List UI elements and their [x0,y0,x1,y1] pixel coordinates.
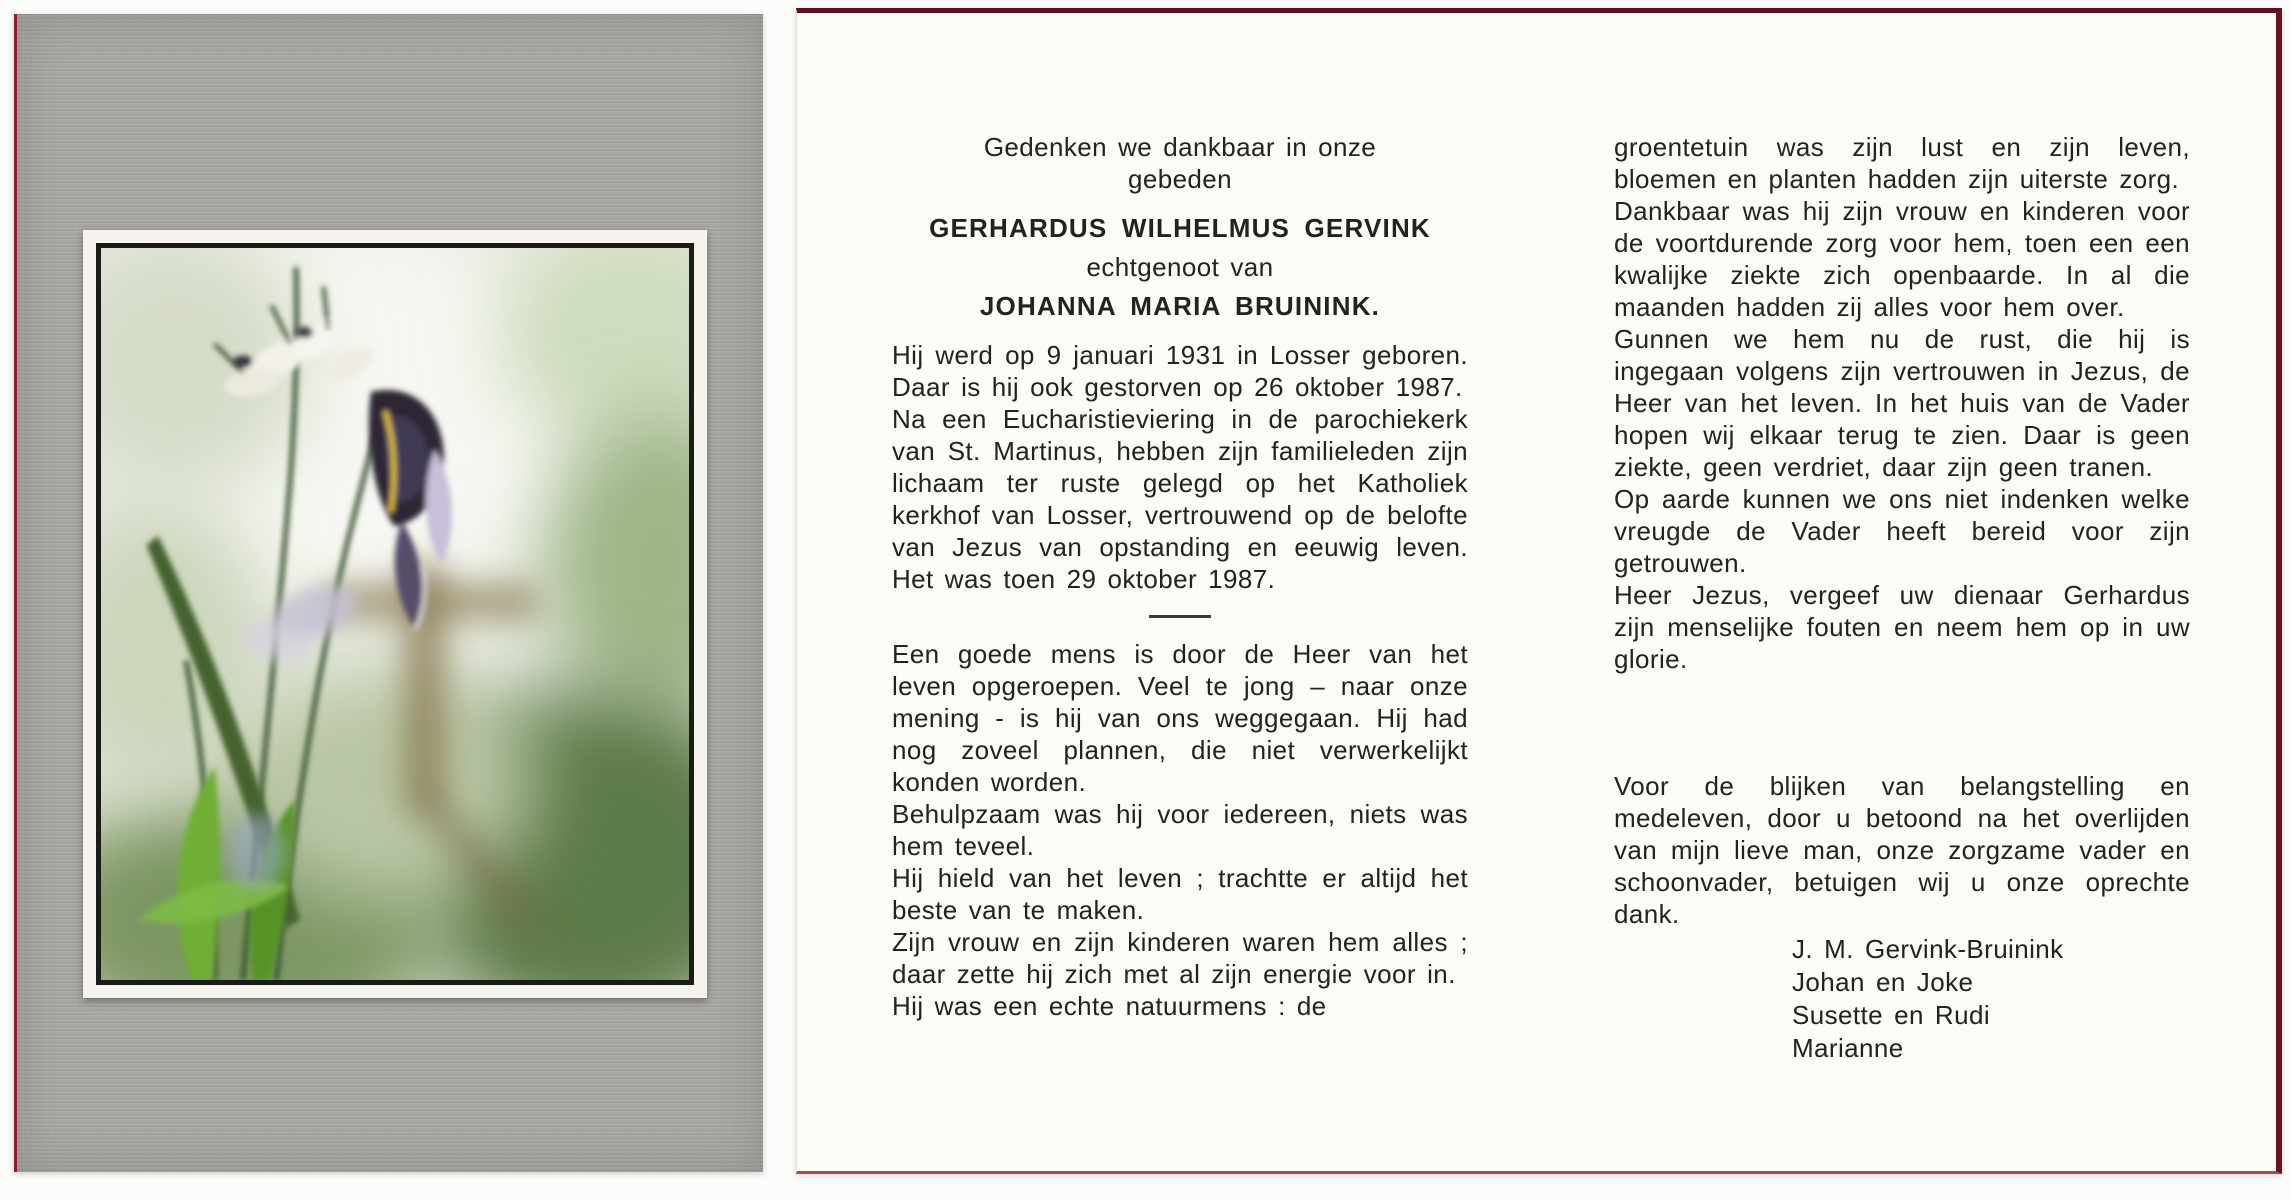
photo-frame [83,230,707,998]
photo-border [96,243,694,985]
signature-child-2: Susette en Rudi [1792,1000,1991,1030]
paragraph-garden: groentetuin was zijn lust en zijn leven, bloemen en planten hadden zijn uiterste zorg. [1614,132,2190,194]
paragraph-helpful: Behulpzaam was hij voor iedereen, niets was hem teveel. [892,799,1468,861]
signature-child-1: Johan en Joke [1792,967,1974,997]
paragraph-birth-death: Hij werd op 9 januari 1931 in Losser geboren. Daar is hij ook gestorven op 26 oktober 1987. [892,340,1468,402]
spouse-name: JOHANNA MARIA BRUININK. [979,291,1381,321]
relation-label: echtgenoot van [1086,252,1274,282]
memorial-card-text [796,8,2282,1174]
signature-widow: J. M. Gervink-Bruinink [1792,934,2064,964]
paragraph-earth: Op aarde kunnen we ons niet indenken welke vreugde de Vader heeft bereid voor zijn getrouwen. [1614,484,2190,578]
text-column-left [892,131,1468,1022]
divider-rule [1149,615,1211,618]
memorial-card-cover [14,14,763,1172]
paragraph-thanks: Voor de blijken van belangstelling en medeleven, door u betoond na het overlijden van mijn lieve man, onze zorgzame vader en schoonvader, betuigen wij u onze oprechte dank. [1614,771,2190,929]
text-column-right [1614,131,2190,1065]
paragraph-grateful: Dankbaar was hij zijn vrouw en kinderen voor de voortdurende zorg voor hem, toen een een kwalijke ziekte zich openbaarde. In al die maanden hadden zij alles voor hem over. [1614,196,2190,322]
paragraph-nature-man: Hij was een echte natuurmens : de [892,991,1327,1021]
paragraph-loved-life: Hij hield van het leven ; trachtte er altijd het beste van te maken. [892,863,1468,925]
paragraph-good-man: Een goede mens is door de Heer van het leven opgeroepen. Veel te jong – naar onze mening - is hij van ons weggegaan. Hij had nog zoveel plannen, die niet verwerkelijkt konden worden. [892,639,1468,797]
intro-line-2: gebeden [1127,164,1233,194]
signatures-block [1614,933,2190,1065]
paragraph-rest: Gunnen we hem nu de rust, die hij is ingegaan volgens zijn vertrouwen in Jezus, de Heer van het leven. In het huis van de Vader hopen wij elkaar terug te zien. Daar is geen ziekte, geen verdriet, daar zijn geen tranen. [1614,324,2190,482]
paragraph-funeral: Na een Eucharistieviering in de parochiekerk van St. Martinus, hebben zijn familieleden zijn lichaam ter ruste gelegd op het Katholiek kerkhof van Losser, vertrouwend op de belofte van Jezus van opstanding en eeuwig leven. Het was toen 29 oktober 1987. [892,404,1468,594]
paragraph-family: Zijn vrouw en zijn kinderen waren hem alles ; daar zette hij zich met al zijn energie voor in. [892,927,1468,989]
deceased-name: GERHARDUS WILHELMUS GERVINK [929,213,1431,243]
flower-photo [101,248,689,980]
paragraph-prayer: Heer Jezus, vergeef uw dienaar Gerhardus zijn menselijke fouten en neem hem op in uw glorie. [1614,580,2190,674]
signature-child-3: Marianne [1792,1033,1904,1063]
intro-line-1: Gedenken we dankbaar in onze [983,132,1377,162]
